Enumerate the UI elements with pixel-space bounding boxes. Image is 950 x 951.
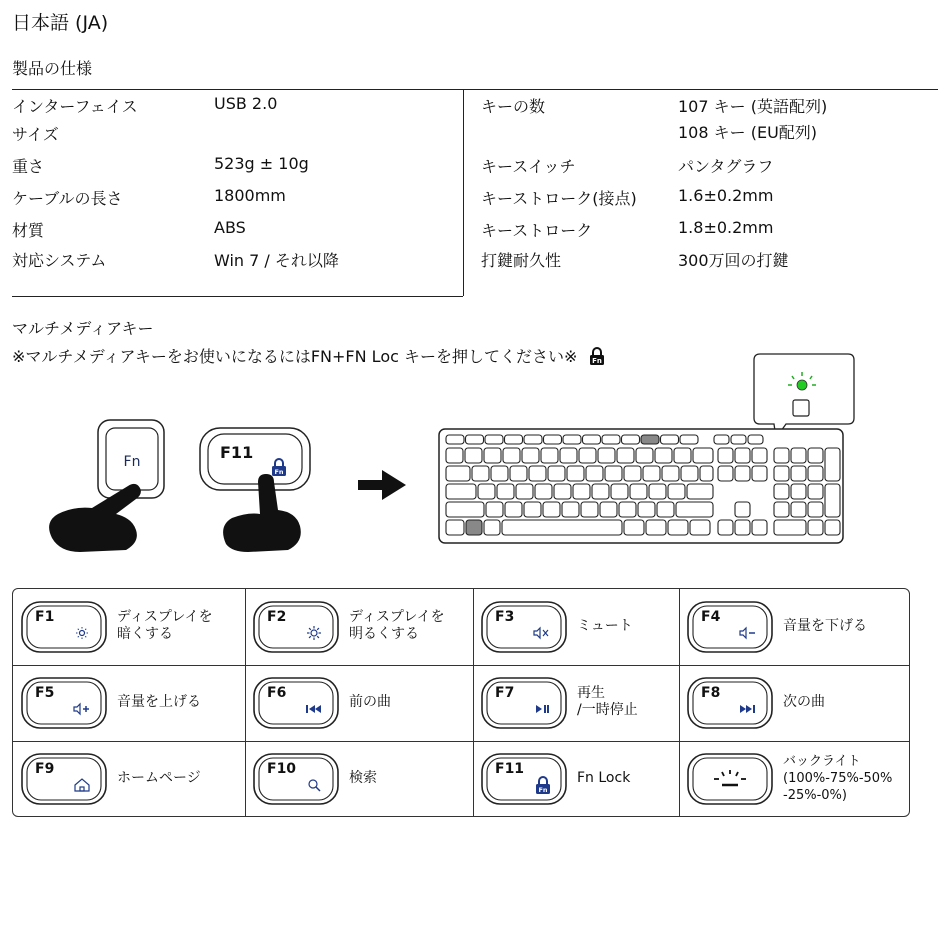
function-description-line: 次の曲 [783,694,825,710]
keyboard-key [825,448,840,481]
keyboard-key [718,466,733,481]
keyboard-key [668,520,688,535]
fn-key-label: Fn [123,454,141,470]
f7-key [481,677,567,729]
function-row-key [583,435,601,444]
keyboard-key [791,466,806,481]
function-key-cell [679,741,909,816]
function-row-key [563,435,581,444]
function-description-line: ディスプレイを [117,609,213,625]
keyboard-key [446,484,476,499]
f9-key [21,753,107,805]
spec-value: USB 2.0 [214,94,278,113]
keyboard-key [605,466,622,481]
spec-value: 1800mm [214,186,286,205]
function-key-cell [245,741,473,816]
keyboard-key [791,448,806,463]
function-row-key [602,435,620,444]
f11-key [481,753,567,805]
keyboard-key [718,520,733,535]
svg-text:Fn: Fn [538,786,548,794]
key-label: F3 [495,609,515,625]
keyboard-key [774,502,789,517]
keyboard-key [581,502,598,517]
function-description-line: ホームページ [117,770,201,786]
function-description [783,618,867,635]
keyboard-key [562,502,579,517]
keyboard-key [522,448,539,463]
key-label: F5 [35,685,55,701]
spec-table-top-border [12,89,938,90]
function-key-cell [245,589,473,665]
keyboard-key [674,448,691,463]
backlight-icon [700,767,760,795]
f3-key [481,601,567,653]
keyboard-key [808,520,823,535]
arrow-right-icon [358,470,406,504]
function-row-key [505,435,523,444]
keyboard-key [535,484,552,499]
keyboard-key [655,448,672,463]
keyboard-key [466,520,482,535]
spec-value: 523g ± 10g [214,154,309,173]
keyboard-key [617,448,634,463]
function-row-key [466,435,484,444]
function-description-line: -25%-0%) [783,788,847,803]
keyboard-key [541,448,558,463]
function-key-cell [679,665,909,741]
keyboard-key [510,466,527,481]
spec-label: キーの数 [481,97,546,116]
next-track-icon [737,701,759,721]
function-description [117,694,201,711]
keyboard-key [486,502,503,517]
function-key-cell [245,665,473,741]
keyboard-key [687,484,713,499]
function-description-line: バックライト [783,754,861,769]
led-indicator-icon [797,380,807,390]
key-label: F1 [35,609,55,625]
spec-value: ABS [214,218,246,237]
keyboard-key [573,484,590,499]
keyboard-key [774,484,789,499]
keyboard-key [503,448,520,463]
keyboard-key [808,448,823,463]
keyboard-key [600,502,617,517]
keyboard-key [735,520,750,535]
function-row-key [641,435,659,444]
keyboard-key [752,520,767,535]
volume-down-icon [737,625,759,645]
function-description-line: 暗くする [117,626,173,642]
function-row-key [524,435,542,444]
spec-value: 1.6±0.2mm [678,186,774,205]
fn-lock-icon [589,347,605,369]
keyboard-key [554,484,571,499]
volume-up-icon [71,701,93,721]
keyboard-key [630,484,647,499]
keyboard-key [484,448,501,463]
previous-track-icon [303,701,325,721]
brightness-up-icon [303,625,325,645]
brightness-down-icon [71,625,93,645]
function-key-cell [473,665,679,741]
keyboard-key [774,520,806,535]
spec-label: 材質 [12,221,45,240]
function-description [349,609,445,643]
f1-key [21,601,107,653]
function-description-line: Fn Lock [577,770,631,786]
function-description [577,770,630,787]
spec-table-bottom-border [12,296,463,297]
keyboard-key [484,520,500,535]
function-row-key [661,435,679,444]
keyboard-key [808,484,823,499]
keyboard-key [676,502,713,517]
f2-key [253,601,339,653]
function-description-line: ミュート [577,618,633,634]
fn-lock-icon [535,776,551,798]
function-row-key [446,435,464,444]
spec-label: 打鍵耐久性 [481,251,562,270]
keyboard-key [735,502,750,517]
play-pause-icon [531,701,553,721]
function-description [349,770,377,787]
function-description [783,753,892,804]
keyboard-key [662,466,679,481]
function-description [117,609,213,643]
multimedia-note [12,344,605,369]
keyboard-key [731,435,746,444]
keyboard-key [791,484,806,499]
key-label: F9 [35,761,55,777]
keyboard-key [516,484,533,499]
keyboard-illustration [438,428,844,544]
spec-value: 1.8±0.2mm [678,218,774,237]
keyboard-key [714,435,729,444]
function-key-cell [13,741,245,816]
key-label: F2 [267,609,287,625]
function-row-key [622,435,640,444]
spec-table-divider [463,89,464,296]
keyboard-key [808,502,823,517]
spec-label: 重さ [12,157,45,176]
keyboard-key [586,466,603,481]
keyboard-key [690,520,710,535]
function-description-line: /一時停止 [577,702,638,718]
function-key-cell [473,741,679,816]
f5-key [21,677,107,729]
keyboard-key [465,448,482,463]
multimedia-heading: マルチメディアキー [12,319,154,338]
keyboard-key [567,466,584,481]
keyboard-key [592,484,609,499]
function-description [117,770,201,787]
function-row-key [544,435,562,444]
keyboard-key [638,502,655,517]
function-description [577,618,633,635]
function-row-key [485,435,503,444]
keyboard-key [543,502,560,517]
key-label: F7 [495,685,515,701]
page-title: 日本語 (JA) [12,12,109,34]
spec-value: パンタグラフ [678,157,774,176]
keyboard-key [718,448,733,463]
keyboard-key [478,484,495,499]
keyboard-key [529,466,546,481]
function-key-table [12,588,910,817]
function-description-line: 再生 [577,685,605,701]
function-description [783,694,825,711]
keyboard-key [791,502,806,517]
keyboard-key [611,484,628,499]
keyboard-key [560,448,577,463]
function-description-line: 明るくする [349,626,419,642]
keyboard-key [649,484,666,499]
function-row-key [680,435,698,444]
function-description-line: 音量を下げる [783,618,867,634]
keyboard-key [524,502,541,517]
keyboard-key [636,448,653,463]
keyboard-key [646,520,666,535]
spec-label: キーストローク(接点) [481,189,637,208]
keyboard-key [752,466,767,481]
function-description [349,694,391,711]
keyboard-key [446,520,464,535]
keyboard-key [668,484,685,499]
f4-key [687,601,773,653]
mute-icon [531,625,553,645]
keyboard-key [579,448,596,463]
keyboard-key [491,466,508,481]
keyboard-key [502,520,622,535]
keyboard-key [497,484,514,499]
spec-value: 107 キー (英語配列) [678,97,828,116]
keyboard-key [548,466,565,481]
function-key-cell [13,589,245,665]
key-label: F4 [701,609,721,625]
keyboard-key [700,466,713,481]
function-description-line: ディスプレイを [349,609,445,625]
function-key-cell [13,665,245,741]
spec-label: インターフェイス [12,97,138,116]
key-label: F11 [495,761,525,777]
keyboard-key [624,520,644,535]
function-description-line: 前の曲 [349,694,391,710]
svg-text:Fn: Fn [274,468,284,476]
keyboard-key [735,448,750,463]
keyboard-key [598,448,615,463]
keyboard-key [774,466,789,481]
key-label: F8 [701,685,721,701]
keyboard-key [657,502,674,517]
spec-label: サイズ [12,125,59,144]
f8-key [687,677,773,729]
spec-value: 300万回の打鍵 [678,251,789,270]
backlight-key [687,753,773,805]
spec-label: キーストローク [481,221,593,240]
keyboard-key [446,502,484,517]
function-description-line: 検索 [349,770,377,786]
keyboard-key [446,448,463,463]
keyboard-key [693,448,713,463]
function-description [577,685,638,719]
spec-value-secondary: 108 キー (EU配列) [678,123,818,142]
f10-key [253,753,339,805]
keyboard-key [624,466,641,481]
key-label: F10 [267,761,297,777]
f11-key-label: F11 [220,443,254,462]
key-label: F6 [267,685,287,701]
keyboard-key [472,466,489,481]
keyboard-key [825,484,840,517]
keyboard-key [735,466,750,481]
fn-press-illustration [40,418,200,553]
svg-text:Fn: Fn [591,356,602,365]
spec-label: キースイッチ [481,157,576,176]
function-description-line: 音量を上げる [117,694,201,710]
function-key-cell [679,589,909,665]
keyboard-key [752,448,767,463]
keyboard-key [748,435,763,444]
keyboard-key [825,520,840,535]
multimedia-note-text: ※マルチメディアキーをお使いになるにはFN+FN Loc キーを押してください※ [12,347,578,366]
keyboard-key [774,448,789,463]
keyboard-key [505,502,522,517]
function-description-line: (100%-75%-50% [783,771,893,786]
keyboard-key [808,466,823,481]
spec-heading: 製品の仕様 [12,59,93,78]
spec-value: Win 7 / それ以降 [214,251,339,270]
keyboard-key [619,502,636,517]
home-icon [71,777,93,797]
search-icon [303,777,325,797]
function-key-cell [473,589,679,665]
spec-label: 対応システム [12,251,107,270]
keyboard-key [681,466,698,481]
spec-label: ケーブルの長さ [12,189,123,208]
keyboard-key [446,466,470,481]
f6-key [253,677,339,729]
f11-press-illustration [196,418,336,553]
keyboard-key [643,466,660,481]
